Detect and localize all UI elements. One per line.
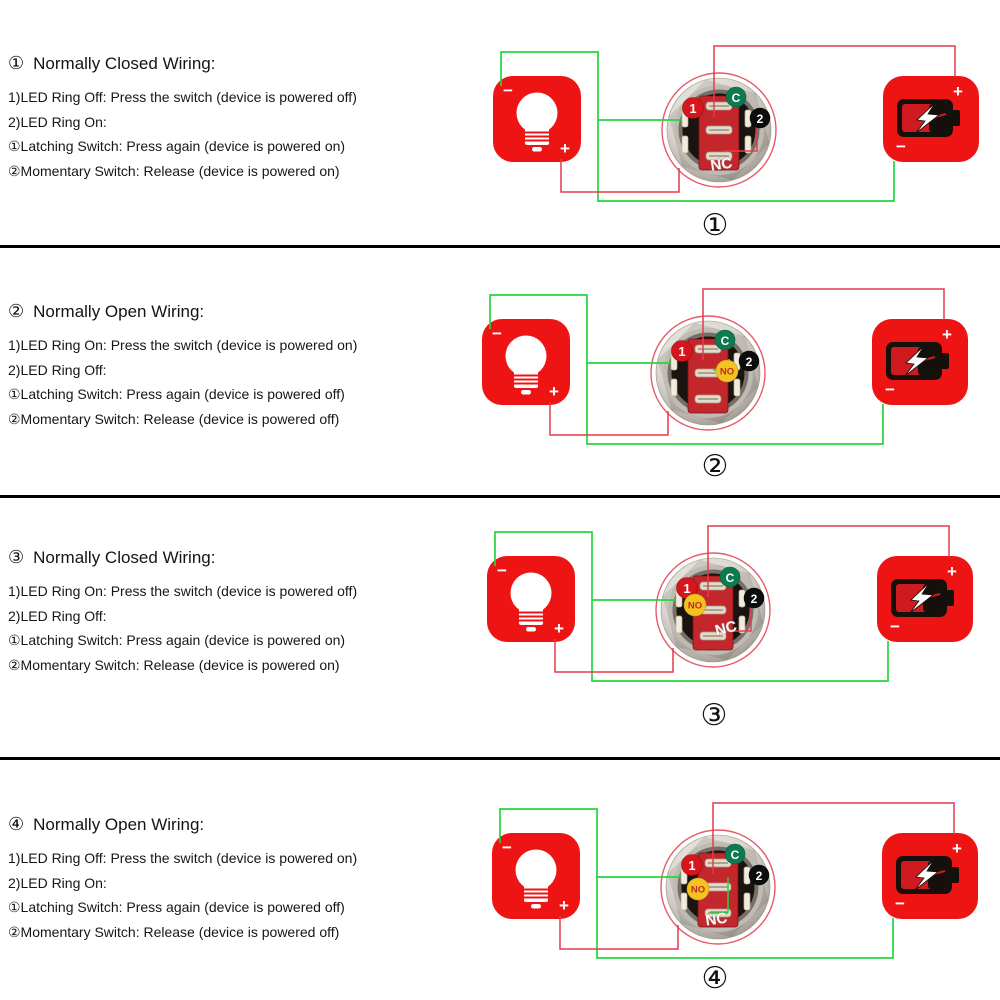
battery-icon: [883, 76, 979, 162]
svg-text:1: 1: [683, 581, 691, 596]
panel-4-heading: [8, 813, 460, 836]
terminal-label-c: [715, 330, 735, 350]
svg-text:C: C: [725, 571, 735, 585]
terminal-label-no: [716, 360, 738, 382]
svg-text:2: 2: [756, 112, 764, 126]
svg-text:NO: NO: [690, 884, 706, 896]
svg-text:C: C: [720, 334, 730, 348]
battery-plus: +: [942, 325, 952, 344]
wiring-diagram-3: [455, 500, 995, 720]
svg-text:2: 2: [750, 592, 758, 606]
svg-text:1: 1: [688, 858, 696, 873]
svg-text:NC: NC: [704, 909, 729, 930]
red-wire-bottom: [550, 402, 668, 435]
instruction-line: ②Momentary Switch: Release (device is powered on): [8, 656, 340, 673]
heading-number: ④: [8, 814, 25, 834]
terminal-label-nc: [709, 155, 733, 175]
panel-1-heading: [8, 52, 460, 75]
battery-plus: +: [953, 82, 963, 101]
instruction-line: ①Latching Switch: Press again (device is powered on): [8, 632, 346, 648]
bulb-minus: −: [492, 324, 502, 343]
separator: [0, 245, 1000, 248]
svg-text:1: 1: [689, 101, 697, 116]
heading-text: Normally Closed Wiring:: [33, 548, 216, 567]
svg-text:NO: NO: [687, 600, 703, 612]
svg-text:2: 2: [755, 869, 763, 883]
instruction-line: 2)LED Ring Off:: [8, 607, 107, 624]
panel-4-text: [8, 813, 460, 944]
heading-number: ②: [8, 301, 25, 321]
battery-icon: [877, 556, 973, 642]
terminal-label-c: [725, 844, 745, 864]
battery-icon: [882, 833, 978, 919]
wiring-diagram-1: [461, 20, 1000, 243]
terminal-label-c: [726, 87, 746, 107]
battery-minus: −: [885, 380, 895, 399]
bulb-icon: [487, 556, 575, 642]
instruction-line: ②Momentary Switch: Release (device is powered on): [8, 162, 340, 179]
bulb-plus: +: [559, 896, 569, 915]
figure-number-1: ①: [701, 208, 729, 243]
instruction-line: 2)LED Ring On:: [8, 874, 107, 891]
figure-number-2: ②: [701, 449, 729, 484]
svg-text:1: 1: [678, 344, 686, 359]
svg-text:C: C: [730, 848, 740, 862]
red-wire-bottom: [555, 639, 673, 672]
battery-icon: [872, 319, 968, 405]
bulb-minus: −: [503, 81, 513, 100]
terminal-label-no: [684, 594, 706, 616]
battery-minus: −: [896, 137, 906, 156]
terminal-label-1: [683, 98, 704, 119]
bulb-icon: [482, 319, 570, 405]
instruction-line: 1)LED Ring Off: Press the switch (device is powered off): [8, 89, 357, 105]
bulb-plus: +: [549, 382, 559, 401]
panel-2-text: [8, 300, 460, 431]
heading-number: ③: [8, 547, 25, 567]
instruction-line: ①Latching Switch: Press again (device is powered on): [8, 138, 346, 154]
instruction-line: 1)LED Ring Off: Press the switch (device is powered on): [8, 850, 358, 866]
bulb-plus: +: [554, 619, 564, 638]
terminal-label-2: [744, 588, 764, 608]
panel-3-heading: [8, 546, 460, 569]
panel-2-heading: [8, 300, 460, 323]
terminal-label-2: [739, 351, 759, 371]
terminal-label-2: [750, 108, 770, 128]
red-wire-bottom: [560, 916, 678, 949]
terminal-label-no: [687, 878, 709, 900]
terminal-label-1: [672, 341, 693, 362]
battery-minus: −: [895, 894, 905, 913]
instruction-line: 2)LED Ring On:: [8, 113, 107, 130]
terminal-label-nc: [704, 910, 728, 930]
red-wire-bottom: [561, 159, 679, 192]
svg-text:C: C: [731, 91, 741, 105]
bulb-plus: +: [560, 139, 570, 158]
terminal-label-1: [682, 855, 703, 876]
svg-text:NC: NC: [713, 617, 739, 640]
terminal-label-c: [720, 567, 740, 587]
instruction-line: ②Momentary Switch: Release (device is powered off): [8, 410, 340, 427]
bulb-minus: −: [497, 561, 507, 580]
heading-text: Normally Open Wiring:: [33, 815, 205, 834]
instruction-line: 1)LED Ring On: Press the switch (device is powered on): [8, 337, 358, 353]
panel-3-text: [8, 546, 460, 677]
separator: [0, 757, 1000, 760]
svg-text:NC: NC: [709, 154, 734, 175]
heading-text: Normally Open Wiring:: [33, 302, 205, 321]
instruction-line: ①Latching Switch: Press again (device is powered off): [8, 386, 345, 402]
battery-minus: −: [890, 617, 900, 636]
battery-plus: +: [947, 562, 957, 581]
svg-text:2: 2: [745, 355, 753, 369]
instruction-line: ②Momentary Switch: Release (device is powered off): [8, 923, 340, 940]
heading-text: Normally Closed Wiring:: [33, 54, 216, 73]
svg-text:NO: NO: [719, 366, 735, 378]
instruction-line: 1)LED Ring On: Press the switch (device is powered off): [8, 583, 358, 599]
separator: [0, 495, 1000, 498]
figure-number-4: ④: [701, 961, 729, 996]
instruction-line: 2)LED Ring Off:: [8, 361, 107, 378]
bulb-icon: [492, 833, 580, 919]
figure-number-3: ③: [700, 698, 728, 733]
bulb-minus: −: [502, 838, 512, 857]
bulb-icon: [493, 76, 581, 162]
heading-number: ①: [8, 53, 25, 73]
panel-1-text: [8, 52, 460, 183]
terminal-label-2: [749, 865, 769, 885]
battery-plus: +: [952, 839, 962, 858]
instruction-line: ①Latching Switch: Press again (device is powered off): [8, 899, 345, 915]
